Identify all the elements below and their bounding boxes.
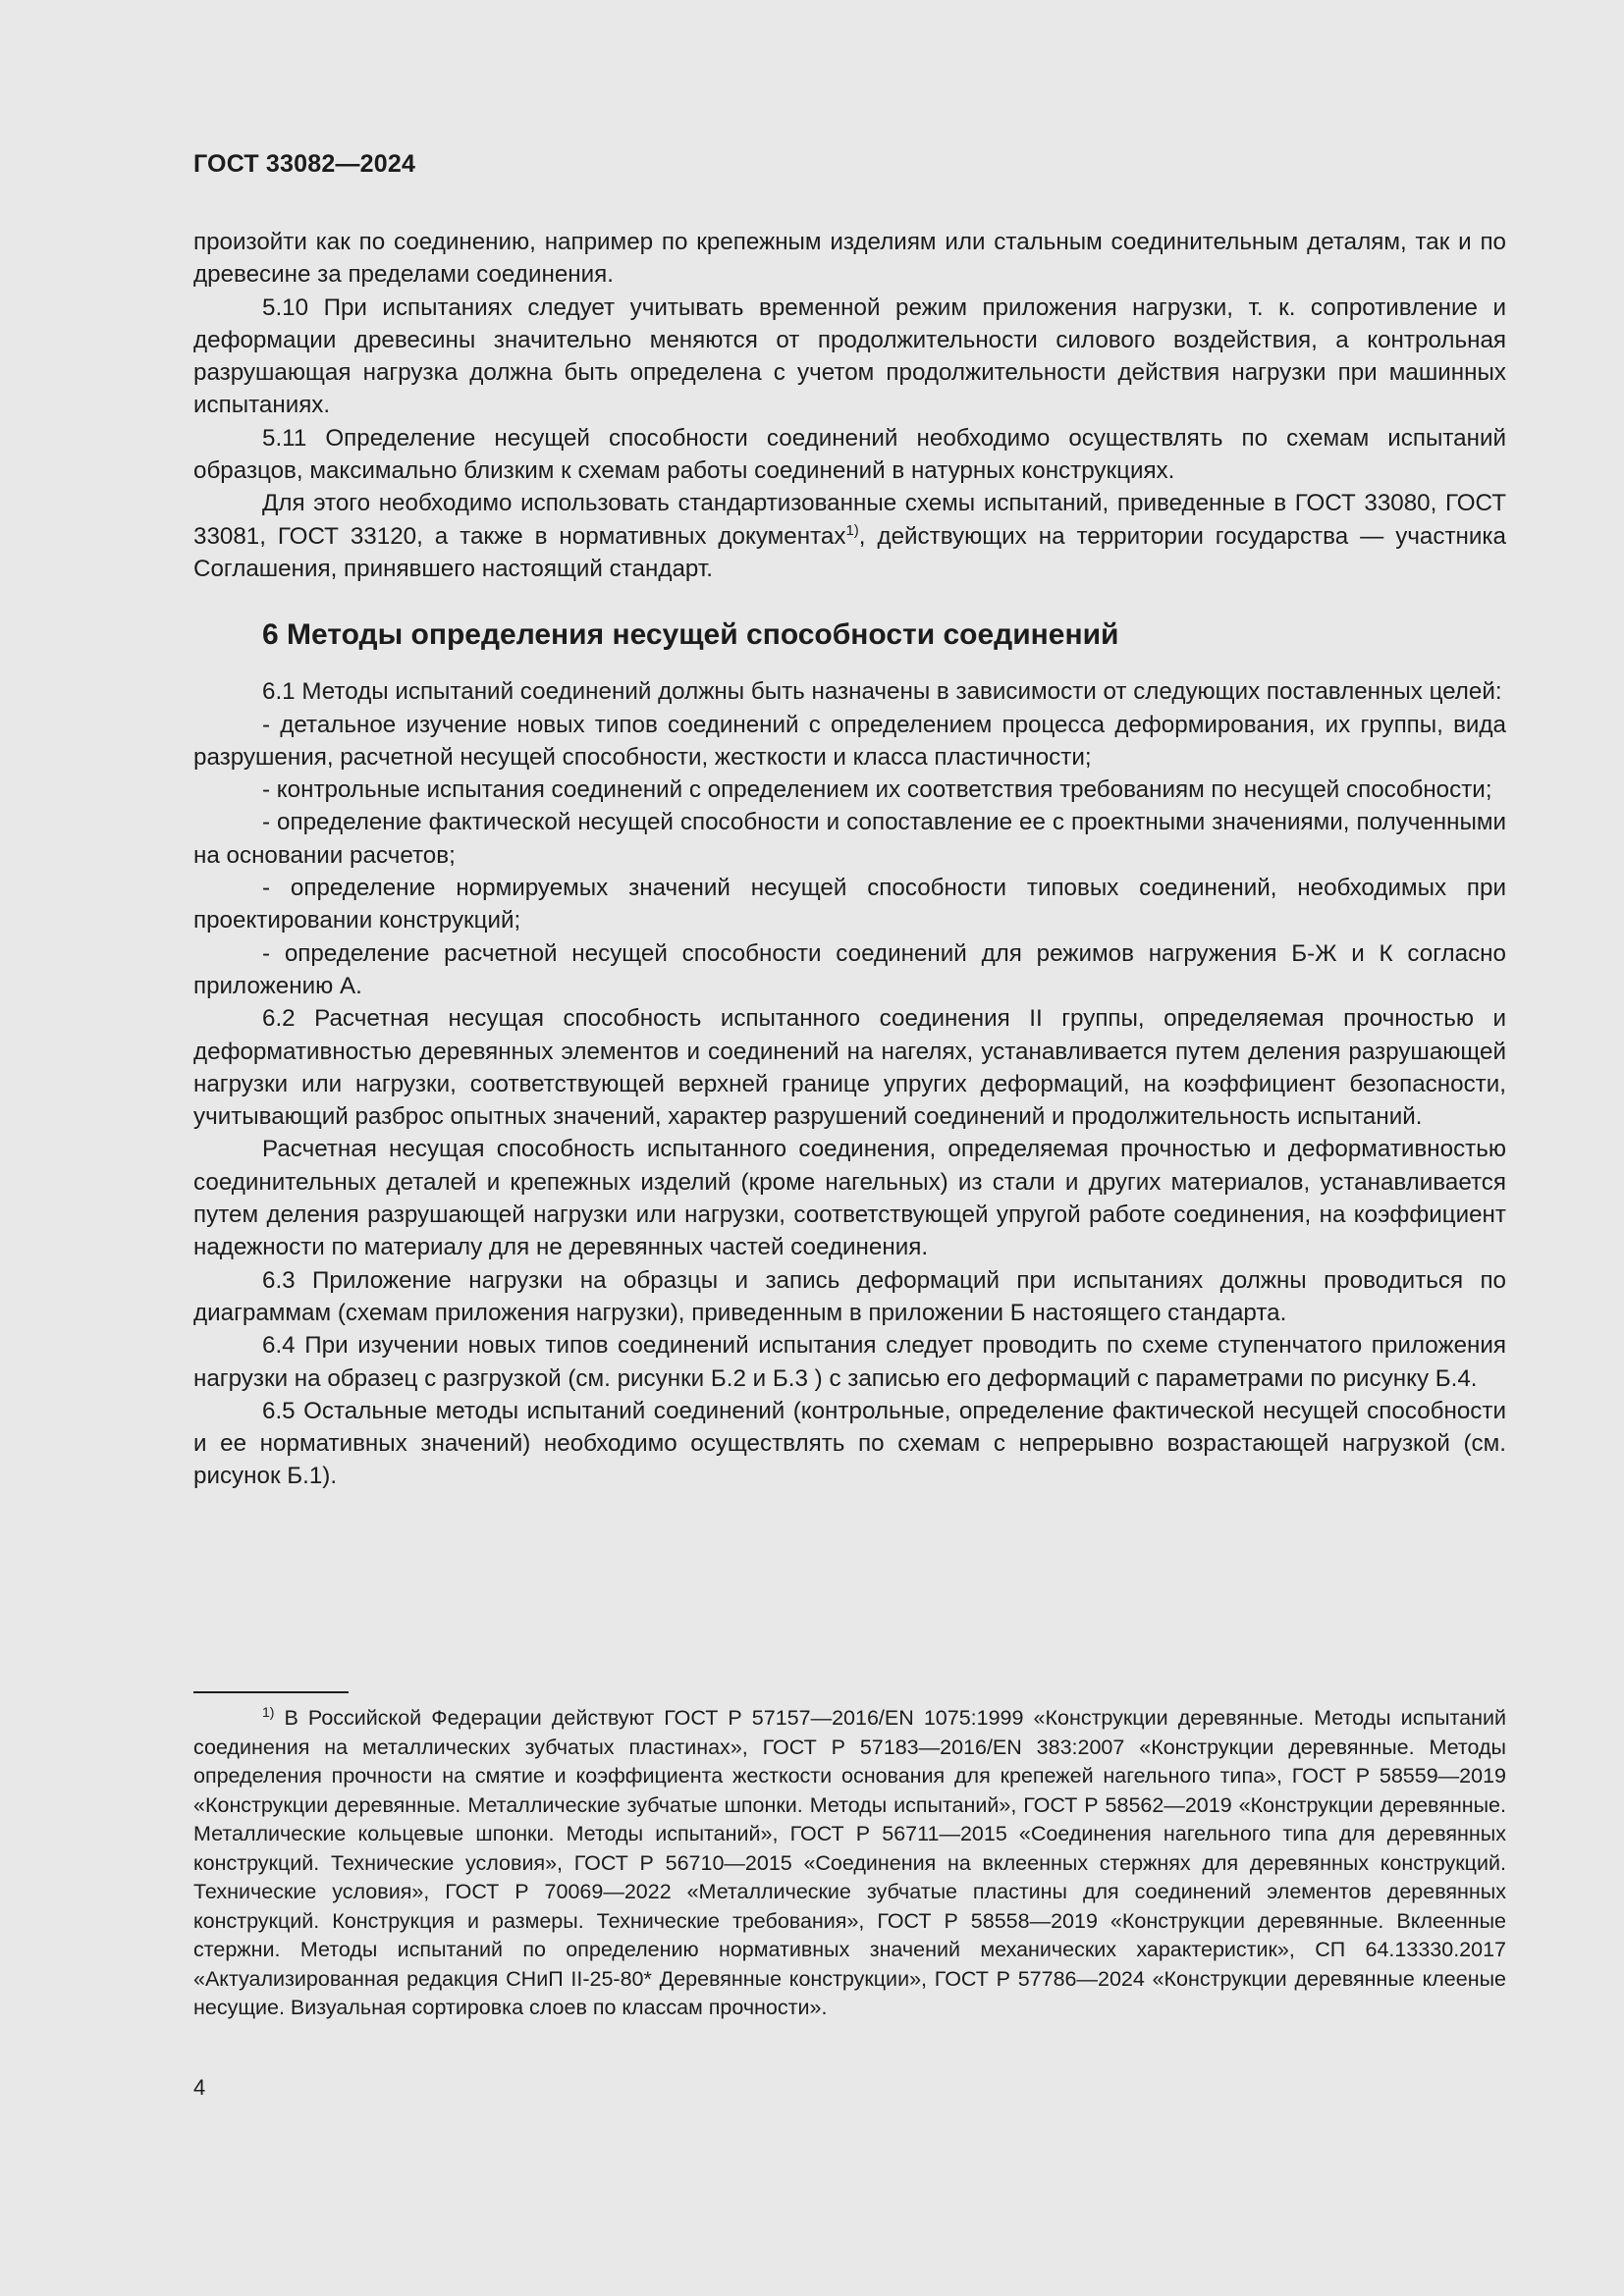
footnote-reference: 1) xyxy=(845,521,859,539)
clause-6-2-paragraph-2: Расчетная несущая способность испытанного соединения, определяемая прочностью и деформативностью соединительных деталей и крепежных изделий (кроме нагельных) из стали и других материалов, устанавливается путем деления разрушающей нагрузки или нагрузки, соответствующей упругой работе соединения, на коэффициент надежности по материалу для не деревянных частей соединения. xyxy=(193,1136,1506,1261)
clause-5-11-addendum xyxy=(193,487,1506,585)
clause-5-11-addendum-text: Для этого необходимо использовать стандартизованные схемы испытаний, приведенные в ГОСТ 33080, ГОСТ 33081, ГОСТ 33120, а также в нормативных документах xyxy=(193,490,1506,550)
list-item: - контрольные испытания соединений с определением их соответствия требованиям по несущей способности; xyxy=(262,776,1492,804)
clause-5-10: 5.10 При испытаниях следует учитывать временной режим приложения нагрузки, т. к. сопротивление и деформации древесины значительно меняются от продолжительности силового воздействия, а контрольная разрушающая нагрузка должна быть определена с учетом продолжительности действия нагрузки при машинных испытаниях. xyxy=(193,294,1506,419)
clause-6-3: 6.3 Приложение нагрузки на образцы и запись деформаций при испытаниях должны проводиться по диаграммам (схемам приложения нагрузки), приведенным в приложении Б настоящего стандарта. xyxy=(193,1266,1506,1326)
clause-6-4: 6.4 При изучении новых типов соединений испытания следует проводить по схеме ступенчатого приложения нагрузки на образец с разгрузкой (см. рисунки Б.2 и Б.3 ) с записью его деформаций с параметрами по рисунку Б.4. xyxy=(193,1332,1506,1392)
footnote xyxy=(193,1704,1506,2023)
clause-6-1: 6.1 Методы испытаний соединений должны быть назначены в зависимости от следующих поставленных целей: xyxy=(262,678,1502,706)
document-code-header: ГОСТ 33082—2024 xyxy=(193,150,416,178)
page-number: 4 xyxy=(193,2075,206,2100)
list-item: - определение фактической несущей способности и сопоставление ее с проектными значениями, полученными на основании расчетов; xyxy=(193,809,1506,869)
list-item: - детальное изучение новых типов соединений с определением процесса деформирования, их группы, вида разрушения, расчетной несущей способности, жесткости и класса пластичности; xyxy=(193,711,1506,771)
footnote-divider xyxy=(193,1691,349,1693)
paragraph-continuation: произойти как по соединению, например по крепежным изделиям или стальным соединительным деталям, так и по древесине за пределами соединения. xyxy=(193,229,1506,289)
footnote-text: В Российской Федерации действуют ГОСТ Р 57157—2016/EN 1075:1999 «Конструкции деревянные. Методы испытаний соединения на металлических зубчатых пластинах», ГОСТ Р 57183—2016/EN 383:2007 «Конструкции деревянные. Методы определения прочности на смятие и коэффициента жесткости основания для крепежей нагельного типа», ГОСТ Р 58559—2019 «Конструкции деревянные. Металлические зубчатые шпонки. Методы испытаний», ГОСТ Р 58562—2019 «Конструкции деревянные. Металлические кольцевые шпонки. Методы испытаний», ГОСТ Р 56711—2015 «Соединения нагельного типа для деревянных конструкций. Технические условия», ГОСТ Р 56710—2015 «Соединения на вклеенных стержнях для деревянных конструкций. Технические условия», ГОСТ Р 70069—2022 «Металлические зубчатые пластины для соединений элементов деревянных конструкций. Конструкция и размеры. Технические требования», ГОСТ Р 58558—2019 «Конструкции деревянные. Вклеенные стержни. Методы испытаний по определению нормативных значений механических характеристик», СП 64.13330.2017 «Актуализированная редакция СНиП II-25-80* Деревянные конструкции», ГОСТ Р 57786—2024 «Конструкции деревянные клееные несущие. Визуальная сортировка слоев по классам прочности». xyxy=(193,1706,1506,2019)
document-body xyxy=(193,226,1506,1493)
clause-6-5: 6.5 Остальные методы испытаний соединений (контрольные, определение фактической несущей способности и ее нормативных значений) необходимо осуществлять по схемам с непрерывно возрастающей нагрузкой (см. рисунок Б.1). xyxy=(193,1397,1506,1490)
clause-5-11-addendum-text-end: , действующих на территории государства — участника Соглашения, принявшего настоящий стандарт. xyxy=(193,522,1506,582)
clause-6-2: 6.2 Расчетная несущая способность испытанного соединения II группы, определяемая прочностью и деформативностью деревянных элементов и соединений на нагелях, устанавливается путем деления разрушающей нагрузки или нагрузки, соответствующей верхней границе упругих деформаций, на коэффициент безопасности, учитывающий разброс опытных значений, характер разрушений соединений и продолжительность испытаний. xyxy=(193,1005,1506,1131)
footnote-marker: 1) xyxy=(262,1704,275,1720)
clause-5-11: 5.11 Определение несущей способности соединений необходимо осуществлять по схемам испытаний образцов, максимально близким к схемам работы соединений в натурных конструкциях. xyxy=(193,424,1506,485)
list-item: - определение нормируемых значений несущей способности типовых соединений, необходимых при проектировании конструкций; xyxy=(193,875,1506,934)
section-6-heading: 6 Методы определения несущей способности соединений xyxy=(262,618,1119,652)
list-item: - определение расчетной несущей способности соединений для режимов нагружения Б-Ж и К согласно приложению А. xyxy=(193,939,1506,999)
